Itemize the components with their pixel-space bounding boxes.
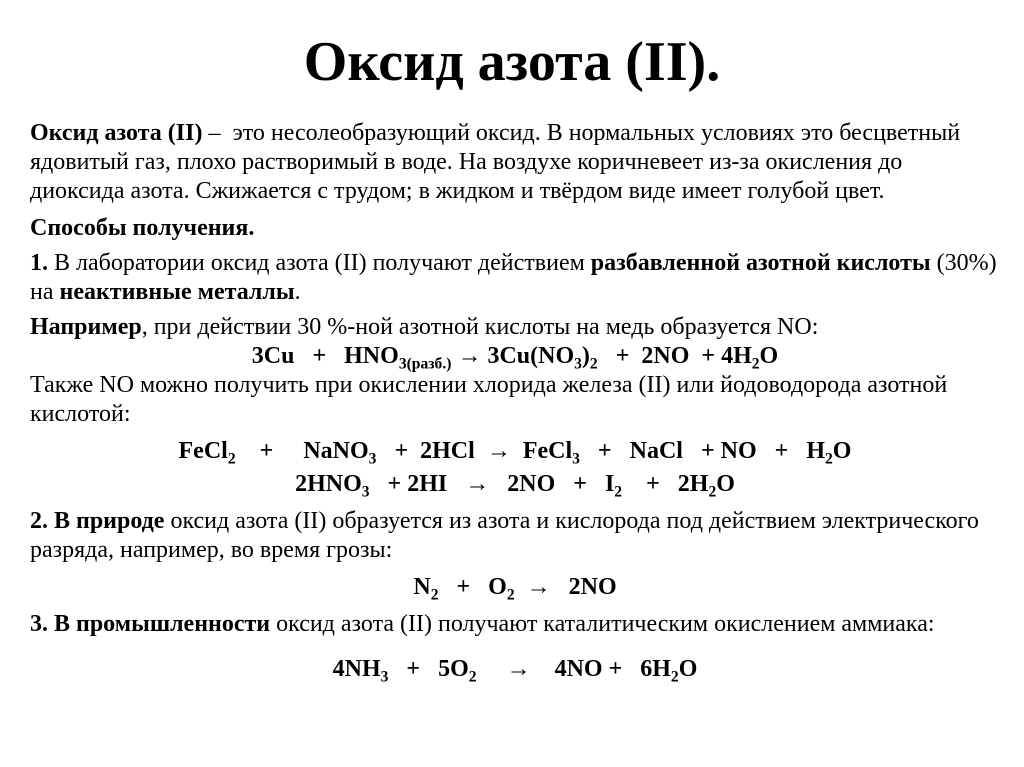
intro-term: Оксид азота (II) (30, 120, 203, 146)
also-paragraph: Также NO можно получить при окислении хлорида железа (II) или йодоводорода азотной кислотой: (30, 372, 948, 427)
eq2-product-nacl: NaCl (629, 438, 683, 464)
eq3-reactant-hi: 2HI (407, 471, 448, 497)
industry-number: 3. (30, 611, 48, 637)
eq2-reactant-nano3 (303, 438, 377, 468)
eq1-hno3-base: HNO (344, 343, 399, 369)
eq4-reactant-o2 (488, 574, 515, 604)
intro-dash: – (202, 120, 227, 146)
eq5-o2-sub: 2 (468, 668, 477, 686)
eq2-reactant-hcl: 2HCl (420, 438, 475, 464)
eq3-h2o-sub: 2 (708, 483, 717, 501)
eq2-fecl3-base: FeCl (522, 438, 573, 464)
industry-bold: В промышленности (54, 611, 271, 637)
nature-text: оксид азота (II) образуется из азота и кислорода под действием электрического разряда, например, во время грозы: (30, 508, 979, 563)
eq2-nano3-sub: 3 (368, 450, 377, 468)
nature-bold: В природе (54, 508, 165, 534)
eq2-plus: + (774, 438, 789, 464)
eq2-arrow: → (486, 438, 511, 464)
eq1-h2o-end: O (759, 343, 779, 369)
eq1-cuno3-base: 3Cu(NO (487, 343, 575, 369)
eq3-h2o-end: O (716, 471, 735, 497)
eq2-plus: + (259, 438, 274, 464)
eq4-n2-sub: 2 (430, 586, 439, 604)
equation-nature (30, 573, 1000, 602)
eq2-plus: + (700, 438, 715, 464)
eq1-cuno3-sub2: 2 (589, 355, 598, 373)
eq3-arrow: → (465, 471, 490, 497)
eq5-h2o-base: 6H (640, 656, 671, 682)
eq5-o2-base: 5O (438, 656, 469, 682)
eq3-reactant-hno3 (295, 471, 370, 501)
methods-heading-text: Способы получения. (30, 215, 255, 241)
lab-text-3: . (294, 279, 301, 305)
eq5-product-no: 4NO (554, 656, 603, 682)
eq5-plus: + (406, 656, 421, 682)
eq3-plus: + (573, 471, 587, 497)
eq3-hno3-sub: 3 (361, 483, 370, 501)
eq4-plus: + (456, 574, 471, 600)
nature-paragraph (30, 507, 1000, 565)
eq5-plus: + (608, 656, 623, 682)
eq2-product-h2o (806, 438, 852, 468)
eq1-product-no: 2NO (641, 343, 690, 369)
eq3-hno3-base: 2HNO (295, 471, 362, 497)
eq1-arrow: → (457, 343, 482, 369)
nature-number: 2. (30, 508, 48, 534)
eq2-plus: + (394, 438, 409, 464)
eq4-reactant-n2 (413, 574, 439, 604)
eq3-product-no: 2NO (507, 471, 556, 497)
eq3-i2-base: I (604, 471, 615, 497)
eq1-plus: + (615, 343, 630, 369)
lab-bold-1: разбавленной азотной кислоты (590, 250, 931, 276)
eq5-product-h2o (640, 656, 698, 686)
eq2-product-fecl3 (522, 438, 580, 468)
eq2-h2o-base: H (806, 438, 825, 464)
eq4-o2-base: O (488, 574, 507, 600)
eq5-h2o-end: O (678, 656, 698, 682)
eq5-nh3-sub: 3 (380, 668, 389, 686)
lab-paragraph (30, 249, 1000, 307)
industry-paragraph (30, 610, 1000, 639)
example-text: , при действии 30 %-ной азотной кислоты на медь образуется NO: (141, 314, 819, 340)
eq3-i2-sub: 2 (614, 483, 623, 501)
example-lead: Например (30, 314, 142, 340)
eq1-product-cuno3 (487, 343, 598, 373)
equation-iron (30, 437, 1000, 466)
eq1-h2o-sub: 2 (751, 355, 760, 373)
eq2-plus: + (597, 438, 612, 464)
eq3-plus: + (387, 471, 402, 497)
eq4-arrow: → (526, 574, 551, 600)
eq2-fecl2-sub: 2 (227, 450, 236, 468)
industry-text: оксид азота (II) получают каталитическим окислением аммиака: (270, 611, 935, 637)
eq1-plus: + (701, 343, 716, 369)
eq1-cuno3-close: ) (581, 343, 590, 369)
eq1-hno3-sub: 3(разб.) (398, 355, 452, 373)
intro-text: это несолеобразующий оксид. В нормальных условиях это бесцветный ядовитый газ, плохо растворимый в воде. На воздухе коричневеет из-за окисления до диоксида азота. Сжижается с трудом; в жидком и твёрдом виде имеет голубой цвет. (30, 120, 961, 204)
eq3-plus: + (646, 471, 660, 497)
lab-text-1: В лаборатории оксид азота (II) получают действием (48, 250, 591, 276)
eq2-reactant-fecl2 (178, 438, 236, 468)
equation-ammonia (30, 655, 1000, 684)
eq2-h2o-end: O (832, 438, 852, 464)
equation-iodide (30, 470, 1000, 499)
eq5-arrow: → (506, 656, 531, 682)
lab-bold-2: неактивные металлы (59, 279, 295, 305)
methods-heading (30, 214, 1000, 243)
slide-body (30, 119, 1000, 684)
eq1-cuno3-sub1: 3 (574, 355, 582, 373)
eq1-reactant-cu: 3Cu (251, 343, 295, 369)
eq4-product-no: 2NO (568, 574, 617, 600)
eq2-product-no: NO (720, 438, 757, 464)
example-paragraph (30, 313, 1000, 342)
eq5-h2o-sub: 2 (670, 668, 679, 686)
eq5-nh3-base: 4NH (332, 656, 381, 682)
eq5-reactant-nh3 (332, 656, 389, 686)
lab-text-2: (30%) на (30, 250, 997, 305)
equation-copper (30, 342, 1000, 371)
eq1-product-h2o (721, 343, 779, 373)
eq4-n2-base: N (413, 574, 431, 600)
eq1-reactant-hno3 (344, 343, 452, 373)
eq2-fecl3-sub: 3 (572, 450, 580, 468)
eq4-o2-sub: 2 (506, 586, 515, 604)
eq2-nano3-base: NaNO (303, 438, 369, 464)
page-title: Оксид азота (II). (303, 31, 721, 93)
eq5-reactant-o2 (438, 656, 477, 686)
intro-paragraph (30, 119, 1000, 206)
eq2-h2o-sub: 2 (825, 450, 833, 468)
eq1-plus: + (312, 343, 327, 369)
eq3-product-h2o (677, 471, 735, 501)
eq1-h2o-base: 4H (721, 343, 752, 369)
eq2-fecl2-base: FeCl (178, 438, 228, 464)
lab-number: 1. (30, 250, 48, 276)
eq3-product-i2 (604, 471, 623, 501)
eq3-h2o-base: 2H (677, 471, 709, 497)
